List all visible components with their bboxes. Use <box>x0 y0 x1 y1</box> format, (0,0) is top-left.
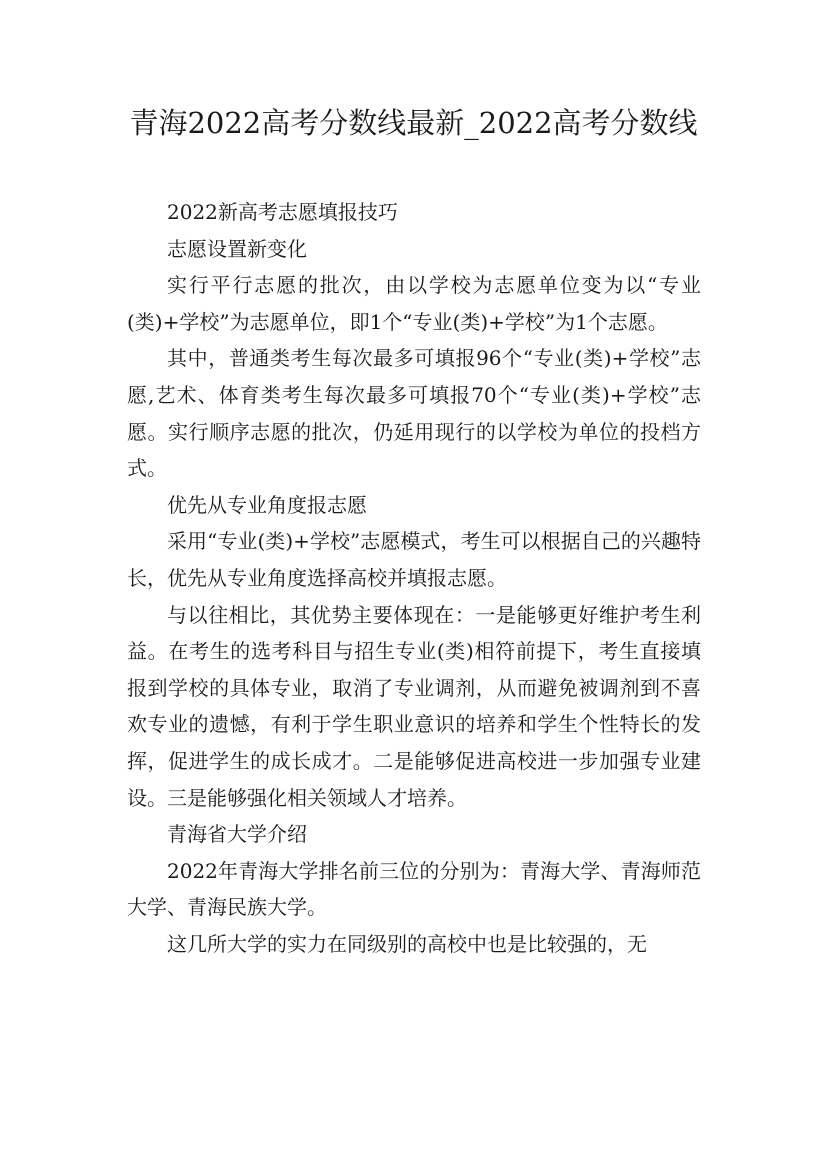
paragraph: 采用“专业(类)+学校”志愿模式，考生可以根据自己的兴趣特长，优先从专业角度选择高校并填报志愿。 <box>127 529 701 590</box>
paragraph: 实行平行志愿的批次，由以学校为志愿单位变为以“专业(类)+学校”为志愿单位，即1个“专业(类)+学校”为1个志愿。 <box>127 273 701 334</box>
paragraph: 2022新高考志愿填报技巧 <box>167 200 398 224</box>
paragraph: 志愿设置新变化 <box>167 236 307 261</box>
paragraph: 与以往相比，其优势主要体现在：一是能够更好维护考生利益。在考生的选考科目与招生专业(类)相符前提下，考生直接填报到学校的具体专业，取消了专业调剂，从而避免被调剂到不喜欢专业的遗憾，有利于学生职业意识的培养和学生个性特长的发挥，促进学生的成长成才。二是能够促进高校进一步加强专业建设。三是能够强化相关领域人才培养。 <box>127 602 701 810</box>
document-title: 青海2022高考分数线最新_2022高考分数线 <box>129 106 698 140</box>
paragraph: 青海省大学介绍 <box>167 822 307 847</box>
paragraph: 这几所大学的实力在同级别的高校中也是比较强的，无 <box>167 931 647 956</box>
paragraph: 其中，普通类考生每次最多可填报96个“专业(类)+学校”志愿,艺术、体育类考生每次最多可填报70个“专业(类)+学校”志愿。实行顺序志愿的批次，仍延用现行的以学校为单位的投档方式。 <box>127 346 701 481</box>
paragraph: 优先从专业角度报志愿 <box>167 492 367 517</box>
paragraph: 2022年青海大学排名前三位的分别为：青海大学、青海师范大学、青海民族大学。 <box>127 858 701 920</box>
document-body <box>127 194 701 962</box>
